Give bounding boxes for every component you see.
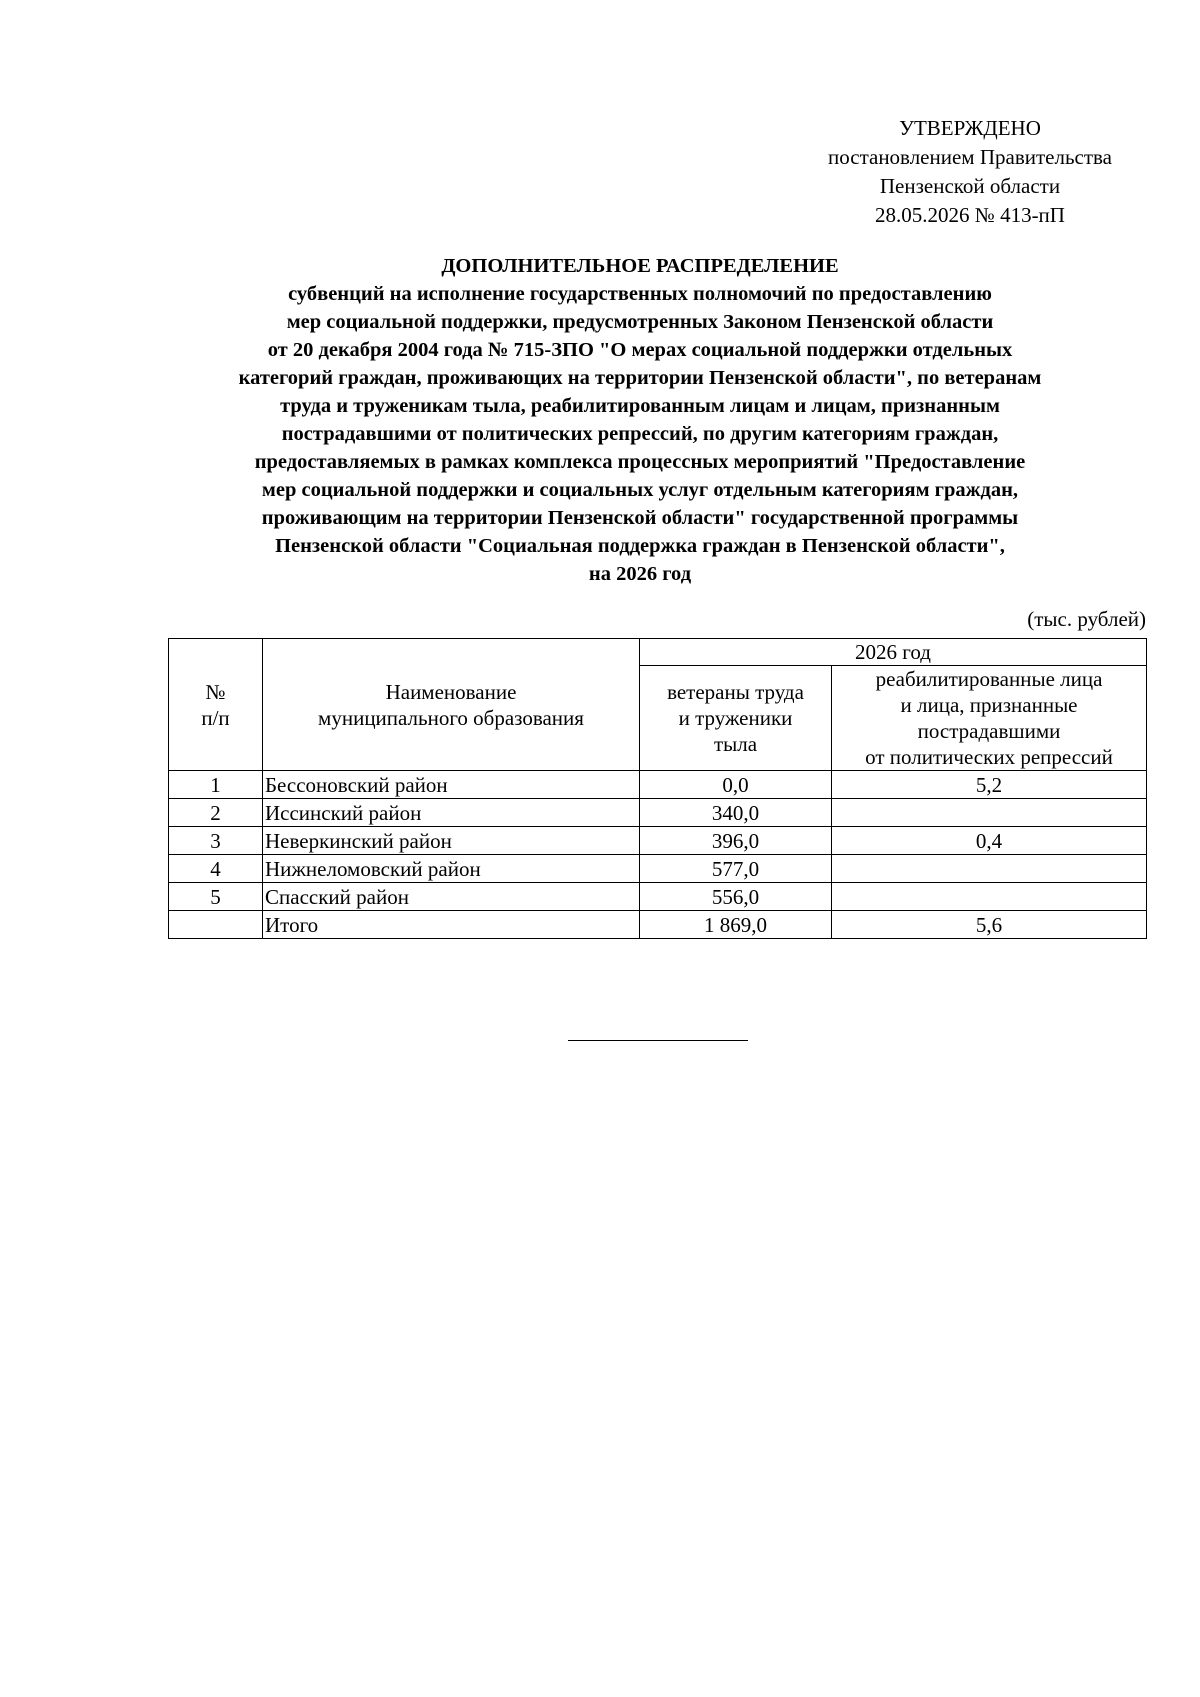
row-municipality: Спасский район (263, 883, 640, 911)
title-line: субвенций на исполнение государственных полномочий по предоставлению (288, 283, 992, 305)
approval-heading: УТВЕРЖДЕНО (899, 116, 1041, 140)
total-label: Итого (263, 911, 640, 939)
row-rehab-value: 5,2 (832, 771, 1147, 799)
total-number (169, 911, 263, 939)
distribution-table (168, 638, 1147, 939)
row-rehab-value (832, 883, 1147, 911)
header-number: № п/п (169, 639, 263, 771)
row-number: 4 (169, 855, 263, 883)
document-title (140, 252, 1140, 588)
title-line: Пензенской области "Социальная поддержка граждан в Пензенской области", (275, 535, 1005, 557)
row-veterans-value: 556,0 (640, 883, 832, 911)
title-line: ДОПОЛНИТЕЛЬНОЕ РАСПРЕДЕЛЕНИЕ (441, 255, 839, 277)
row-veterans-value: 0,0 (640, 771, 832, 799)
table-total-row (169, 911, 1147, 939)
row-number: 5 (169, 883, 263, 911)
approval-authority: постановлением Правительства (827, 145, 1112, 169)
units-label: (тыс. рублей) (1027, 607, 1146, 631)
title-line: на 2026 год (588, 563, 692, 585)
table-row (169, 771, 1147, 799)
table-row (169, 799, 1147, 827)
row-number: 1 (169, 771, 263, 799)
title-line: проживающим на территории Пензенской области" государственной программы (261, 507, 1019, 529)
table-header-row (169, 639, 1147, 666)
title-line: категорий граждан, проживающих на территории Пензенской области", по ветеранам (238, 367, 1042, 389)
title-line: труда и труженикам тыла, реабилитированным лицам и лицам, признанным (280, 395, 1000, 417)
row-rehab-value: 0,4 (832, 827, 1147, 855)
row-municipality: Иссинский район (263, 799, 640, 827)
title-line: от 20 декабря 2004 года № 715-ЗПО "О мерах социальной поддержки отдельных (267, 339, 1013, 361)
table-row (169, 883, 1147, 911)
row-municipality: Неверкинский район (263, 827, 640, 855)
total-veterans-value: 1 869,0 (640, 911, 832, 939)
row-rehab-value (832, 855, 1147, 883)
title-line: мер социальной поддержки, предусмотренных Законом Пензенской области (286, 311, 994, 333)
approval-region: Пензенской области (879, 174, 1061, 198)
header-veterans: ветераны труда и труженики тыла (640, 666, 832, 771)
approval-stamp (760, 114, 1180, 230)
row-municipality: Бессоновский район (263, 771, 640, 799)
row-number: 2 (169, 799, 263, 827)
row-number: 3 (169, 827, 263, 855)
row-veterans-value: 340,0 (640, 799, 832, 827)
table-row (169, 827, 1147, 855)
header-year: 2026 год (640, 639, 1147, 666)
approval-date-number: 28.05.2026 № 413-пП (875, 203, 1065, 227)
table-row (169, 855, 1147, 883)
row-veterans-value: 396,0 (640, 827, 832, 855)
total-rehab-value: 5,6 (832, 911, 1147, 939)
title-line: пострадавшими от политических репрессий, по другим категориям граждан, (281, 423, 999, 445)
title-line: мер социальной поддержки и социальных услуг отдельным категориям граждан, (261, 479, 1019, 501)
header-municipality: Наименование муниципального образования (263, 639, 640, 771)
row-rehab-value (832, 799, 1147, 827)
end-divider (568, 1040, 748, 1041)
row-veterans-value: 577,0 (640, 855, 832, 883)
title-line: предоставляемых в рамках комплекса процессных мероприятий "Предоставление (254, 451, 1026, 473)
header-rehabilitated: реабилитированные лица и лица, признанные пострадавшими от политических репрессий (832, 666, 1147, 771)
row-municipality: Нижнеломовский район (263, 855, 640, 883)
